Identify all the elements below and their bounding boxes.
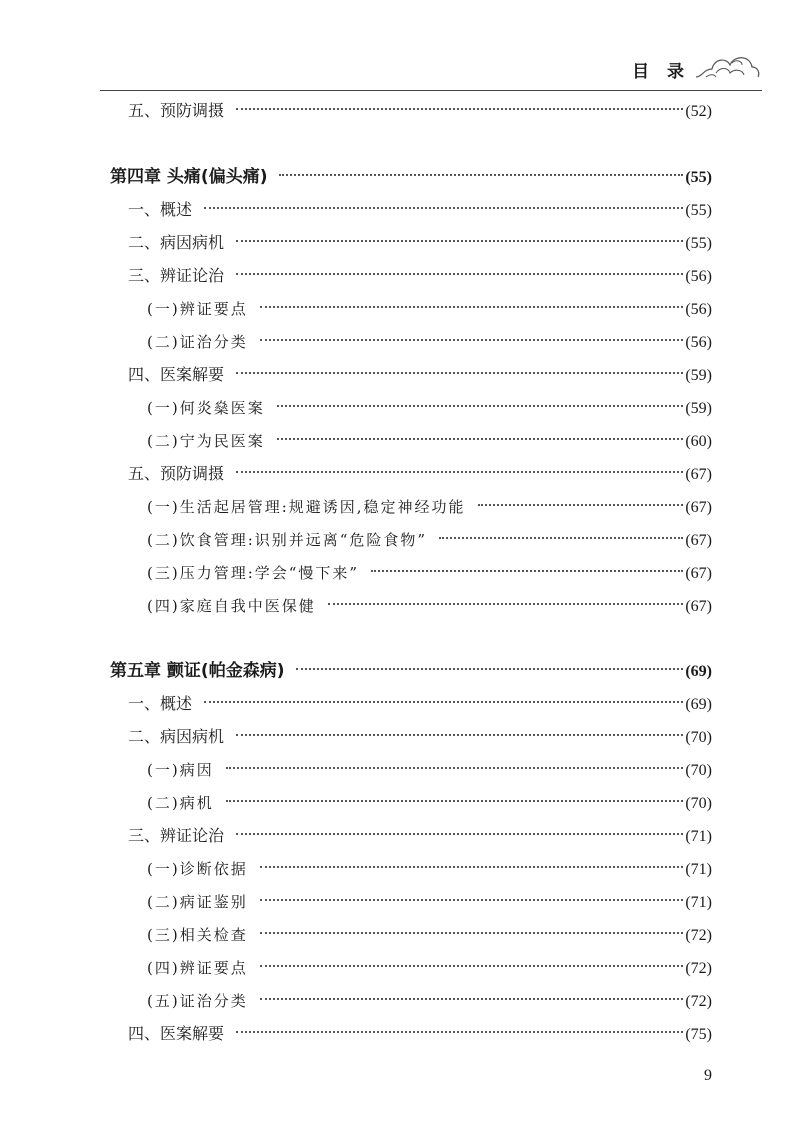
toc-entry-page: (56): [685, 334, 712, 351]
dot-leader: [260, 866, 684, 868]
toc-entry-label: (二)病证鉴别: [147, 893, 248, 911]
dot-leader: [260, 306, 684, 308]
dot-leader: [204, 207, 683, 209]
toc-entry-page: (67): [685, 499, 712, 516]
toc-entry-page: (67): [685, 565, 712, 582]
toc-entry-label: 三、辨证论治: [128, 826, 225, 845]
toc-section-entry[interactable]: [128, 1022, 712, 1046]
toc-entry-label: (一)病因: [147, 761, 214, 779]
toc-entry-page: (72): [685, 927, 712, 944]
page-number: 9: [704, 1067, 712, 1084]
toc-section-entry[interactable]: [128, 198, 712, 222]
toc-entry-page: (55): [685, 169, 712, 186]
toc-entry-label: (二)饮食管理:识别并远离“危险食物”: [147, 531, 428, 549]
toc-subsection-entry[interactable]: [147, 297, 712, 321]
toc-entry-label: 四、医案解要: [128, 365, 225, 384]
toc-subsection-entry[interactable]: [147, 396, 712, 420]
toc-entry-label: (一)生活起居管理:规避诱因,稳定神经功能: [147, 498, 466, 516]
toc-section-entry[interactable]: [128, 99, 712, 123]
toc-entry-page: (70): [685, 729, 712, 746]
toc-entry-label: 第四章 头痛(偏头痛): [110, 167, 268, 187]
toc-subsection-entry[interactable]: [147, 989, 712, 1013]
toc-entry-page: (60): [685, 433, 712, 450]
toc-entry-label: (一)何炎燊医案: [147, 399, 265, 417]
toc-subsection-entry[interactable]: [147, 561, 712, 585]
toc-subsection-entry[interactable]: [147, 495, 712, 519]
toc-subsection-entry[interactable]: [147, 923, 712, 947]
toc-entry-page: (56): [685, 268, 712, 285]
toc-subsection-entry[interactable]: [147, 791, 712, 815]
toc-entry-page: (59): [685, 367, 712, 384]
dot-leader: [260, 339, 684, 341]
toc-entry-label: (二)宁为民医案: [147, 432, 265, 450]
toc-entry-label: (五)证治分类: [147, 992, 248, 1010]
toc-entry-label: (二)证治分类: [147, 333, 248, 351]
dot-leader: [236, 240, 683, 242]
toc-entry-label: (一)诊断依据: [147, 860, 248, 878]
toc-section-entry[interactable]: [128, 462, 712, 486]
toc-entry-label: 五、预防调摄: [128, 101, 225, 120]
dot-leader: [236, 372, 683, 374]
dot-leader: [236, 471, 683, 473]
toc-subsection-entry[interactable]: [147, 429, 712, 453]
toc-entry-page: (71): [685, 828, 712, 845]
toc-entry-label: 三、辨证论治: [128, 266, 225, 285]
toc-entry-page: (52): [685, 103, 712, 120]
toc-section-entry[interactable]: [128, 692, 712, 716]
toc-subsection-entry[interactable]: [147, 330, 712, 354]
header-rule: [100, 90, 762, 91]
toc-entry-label: (二)病机: [147, 794, 214, 812]
dot-leader: [478, 504, 684, 506]
dot-leader: [260, 998, 684, 1000]
toc-entry-page: (56): [685, 301, 712, 318]
toc-subsection-entry[interactable]: [147, 758, 712, 782]
dot-leader: [277, 438, 684, 440]
toc-subsection-entry[interactable]: [147, 594, 712, 618]
dot-leader: [236, 1031, 683, 1033]
toc-entry-page: (70): [685, 762, 712, 779]
dot-leader: [236, 734, 683, 736]
toc-entry-page: (71): [685, 894, 712, 911]
dot-leader: [260, 965, 684, 967]
dot-leader: [236, 833, 683, 835]
dot-leader: [236, 108, 683, 110]
toc-entry-page: (67): [685, 598, 712, 615]
toc-entry-label: (一)辨证要点: [147, 300, 248, 318]
toc-entry-page: (69): [685, 663, 712, 680]
dot-leader: [226, 767, 684, 769]
toc-subsection-entry[interactable]: [147, 890, 712, 914]
toc-entry-label: (四)辨证要点: [147, 959, 248, 977]
toc-entry-label: 第五章 颤证(帕金森病): [110, 661, 285, 681]
toc-entry-label: (四)家庭自我中医保健: [147, 597, 316, 615]
toc-subsection-entry[interactable]: [147, 857, 712, 881]
toc-entry-label: (三)压力管理:学会“慢下来”: [147, 564, 360, 582]
toc-entry-label: 一、概述: [128, 200, 193, 219]
toc-entry-label: 二、病因病机: [128, 233, 225, 252]
toc-entry-page: (55): [685, 202, 712, 219]
toc-section-entry[interactable]: [128, 264, 712, 288]
toc-section-entry[interactable]: [128, 231, 712, 255]
toc-entry-page: (70): [685, 795, 712, 812]
dot-leader: [328, 603, 684, 605]
toc-subsection-entry[interactable]: [147, 528, 712, 552]
toc-entry-label: (三)相关检查: [147, 926, 248, 944]
dot-leader: [260, 932, 684, 934]
toc-entry-page: (75): [685, 1026, 712, 1043]
dot-leader: [260, 899, 684, 901]
toc-entry-page: (67): [685, 532, 712, 549]
toc-entry-label: 五、预防调摄: [128, 464, 225, 483]
toc-entry-label: 二、病因病机: [128, 727, 225, 746]
dot-leader: [439, 537, 683, 539]
toc-entry-page: (71): [685, 861, 712, 878]
cloud-ornament-icon: [692, 47, 762, 83]
toc-entry-label: 四、医案解要: [128, 1024, 225, 1043]
toc-chapter-entry[interactable]: [110, 659, 712, 683]
dot-leader: [296, 668, 683, 670]
toc-entry-page: (59): [685, 400, 712, 417]
toc-chapter-entry[interactable]: [110, 165, 712, 189]
dot-leader: [371, 570, 683, 572]
toc-entry-page: (69): [685, 696, 712, 713]
toc-entry-page: (72): [685, 960, 712, 977]
toc-section-entry[interactable]: [128, 725, 712, 749]
dot-leader: [226, 800, 684, 802]
dot-leader: [279, 174, 683, 176]
dot-leader: [236, 273, 683, 275]
toc-entry-page: (72): [685, 993, 712, 1010]
toc-subsection-entry[interactable]: [147, 956, 712, 980]
dot-leader: [204, 701, 683, 703]
dot-leader: [277, 405, 684, 407]
toc-entry-page: (67): [685, 466, 712, 483]
toc-entry-page: (55): [685, 235, 712, 252]
toc-section-entry[interactable]: [128, 824, 712, 848]
toc-entry-label: 一、概述: [128, 694, 193, 713]
toc-section-entry[interactable]: [128, 363, 712, 387]
running-header: [100, 47, 762, 91]
header-title: 目 录: [632, 62, 690, 82]
